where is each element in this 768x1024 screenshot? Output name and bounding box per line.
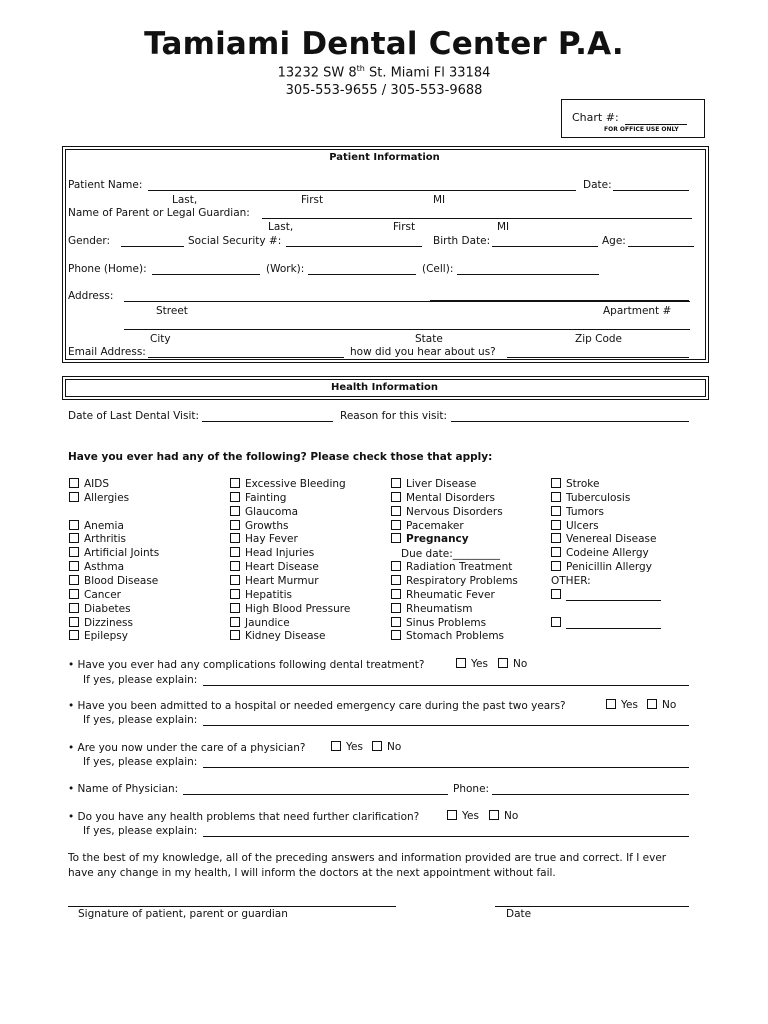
checklist-item[interactable] — [551, 492, 630, 504]
checklist-label: Growths — [245, 519, 289, 532]
checkbox[interactable] — [230, 492, 240, 502]
checklist-label: Sinus Problems — [406, 616, 487, 629]
checklist-label: Cancer — [84, 588, 121, 601]
checkbox[interactable] — [551, 506, 561, 516]
checklist-item[interactable] — [69, 492, 129, 504]
checkbox[interactable] — [391, 630, 401, 640]
other-field-2[interactable] — [566, 628, 661, 629]
checkbox[interactable] — [391, 603, 401, 613]
statement-line-2: have any change in my health, I will inform the doctors at the next appointment without fail. — [68, 867, 556, 879]
checkbox[interactable] — [391, 575, 401, 585]
checkbox[interactable] — [551, 520, 561, 530]
checkbox[interactable] — [69, 533, 79, 543]
checklist-label: Tumors — [566, 505, 604, 518]
checkbox[interactable] — [551, 492, 561, 502]
checklist-label: Excessive Bleeding — [245, 478, 346, 490]
clinic-phones: 305-553-9655 / 305-553-9688 — [285, 83, 483, 98]
checkbox[interactable] — [391, 533, 401, 543]
other-checkbox-1[interactable] — [551, 589, 561, 599]
q3-explain-field[interactable] — [203, 767, 689, 768]
checklist-item[interactable] — [391, 561, 512, 573]
address-street-field[interactable] — [124, 301, 690, 302]
checklist-item[interactable] — [230, 589, 292, 601]
checkbox[interactable] — [391, 617, 401, 627]
checkbox[interactable] — [69, 630, 79, 640]
signature-label: Signature of patient, parent or guardian — [78, 908, 288, 920]
signature-date-label: Date — [506, 908, 532, 920]
signature-field[interactable] — [68, 906, 396, 907]
checklist-item[interactable] — [391, 492, 495, 504]
checkbox[interactable] — [391, 561, 401, 571]
checklist-item[interactable] — [230, 492, 286, 504]
other-label: OTHER: — [551, 575, 591, 587]
checklist-item[interactable] — [391, 630, 504, 642]
checklist-label: Kidney Disease — [245, 630, 326, 643]
email-field[interactable] — [148, 357, 344, 358]
reason-field[interactable] — [451, 421, 689, 422]
health-info-title: Health Information — [330, 382, 439, 393]
checkbox[interactable] — [551, 561, 561, 571]
checklist-item[interactable] — [391, 617, 486, 629]
gender-field[interactable] — [121, 246, 184, 247]
other-field-1[interactable] — [566, 600, 661, 601]
checklist-label: Nervous Disorders — [406, 505, 503, 518]
checkbox[interactable] — [230, 478, 240, 488]
birth-date-field[interactable] — [492, 246, 598, 247]
checkbox[interactable] — [69, 589, 79, 599]
q3-yes-checkbox[interactable] — [331, 741, 341, 751]
home-phone-field[interactable] — [152, 274, 260, 275]
checkbox[interactable] — [551, 533, 561, 543]
checklist-label: Hepatitis — [245, 588, 292, 601]
referral-field[interactable] — [507, 357, 689, 358]
checklist-item[interactable] — [391, 506, 503, 518]
checkbox[interactable] — [551, 547, 561, 557]
checklist-label: Epilepsy — [84, 630, 128, 643]
checklist-label: Ulcers — [566, 519, 599, 532]
q2-explain-field[interactable] — [203, 725, 689, 726]
checklist-item[interactable] — [230, 478, 346, 490]
checkbox[interactable] — [391, 478, 401, 488]
checklist-label: AIDS — [84, 478, 110, 490]
checklist-item[interactable] — [230, 630, 325, 642]
checklist-label: Dizziness — [84, 616, 133, 629]
checklist-item[interactable] — [551, 533, 656, 545]
checklist-label: Diabetes — [84, 602, 131, 615]
checklist-label: Respiratory Problems — [406, 574, 518, 587]
checklist-item[interactable] — [391, 478, 476, 490]
checkbox[interactable] — [230, 603, 240, 613]
q5-explain-field[interactable] — [203, 836, 689, 837]
checklist-item[interactable] — [69, 589, 121, 601]
checklist-item[interactable] — [69, 520, 124, 532]
checklist-label: Hay Fever — [245, 533, 298, 546]
checklist-label: Arthritis — [84, 533, 127, 546]
checklist-item[interactable] — [69, 617, 133, 629]
checkbox[interactable] — [230, 575, 240, 585]
checkbox[interactable] — [230, 561, 240, 571]
physician-name-field[interactable] — [183, 794, 448, 795]
checklist-item[interactable] — [391, 520, 464, 532]
chart-number-field[interactable] — [625, 124, 687, 125]
chart-number-box: Chart #: FOR OFFICE USE ONLY — [561, 99, 705, 138]
checklist-item[interactable] — [69, 561, 124, 573]
checklist-label: Anemia — [84, 519, 124, 532]
checklist-item[interactable] — [230, 561, 319, 573]
checklist-label: Liver Disease — [406, 478, 477, 490]
checklist-label: Codeine Allergy — [566, 547, 649, 560]
checklist-item[interactable] — [69, 630, 128, 642]
signature-date-field[interactable] — [495, 906, 689, 907]
q5-yes-checkbox[interactable] — [447, 810, 457, 820]
checkbox[interactable] — [391, 506, 401, 516]
page-title: Tamiami Dental Center P.A. — [144, 26, 624, 62]
checklist-label: Tuberculosis — [566, 491, 631, 504]
checklist-label: Asthma — [84, 561, 125, 574]
checklist-label: Stomach Problems — [406, 630, 505, 643]
checkbox[interactable] — [69, 547, 79, 557]
checkbox[interactable] — [69, 520, 79, 530]
clinic-address: 13232 SW 8th St. Miami Fl 33184 — [277, 64, 491, 81]
checklist-label: Pacemaker — [406, 519, 464, 532]
checklist-item[interactable] — [230, 506, 298, 518]
checklist-item[interactable] — [551, 520, 599, 532]
last-visit-field[interactable] — [202, 421, 333, 422]
checklist-item[interactable] — [551, 478, 599, 490]
checklist-item[interactable] — [69, 575, 158, 587]
checklist-prompt: Have you ever had any of the following? Please check those that apply: — [68, 451, 493, 463]
checklist-label: High Blood Pressure — [245, 602, 351, 615]
checklist-label: Pregnancy — [406, 533, 469, 546]
checkbox[interactable] — [69, 561, 79, 571]
checklist-item[interactable] — [391, 589, 495, 601]
checkbox[interactable] — [551, 478, 561, 488]
checklist-label: Glaucoma — [245, 505, 299, 518]
checkbox[interactable] — [391, 589, 401, 599]
checklist-item[interactable] — [391, 575, 518, 587]
checkbox[interactable] — [391, 520, 401, 530]
checkbox[interactable] — [69, 575, 79, 585]
checklist-item[interactable] — [391, 603, 472, 615]
checklist-item[interactable] — [230, 617, 290, 629]
checklist-label: Heart Disease — [245, 561, 319, 574]
age-field[interactable] — [628, 246, 694, 247]
address-city-field[interactable] — [124, 329, 690, 330]
patient-name-label: Patient Name: — [68, 179, 143, 191]
checklist-label: Rheumatism — [406, 602, 473, 615]
checklist-label: Jaundice — [245, 616, 290, 629]
checklist-label: Venereal Disease — [566, 533, 657, 546]
cell-phone-field[interactable] — [457, 274, 599, 275]
checklist-label: Artificial Joints — [84, 547, 160, 560]
q2-yes-checkbox[interactable] — [606, 699, 616, 709]
checklist-label: Penicillin Allergy — [566, 561, 652, 574]
checkbox[interactable] — [69, 617, 79, 627]
physician-phone-field[interactable] — [492, 794, 689, 795]
checklist-label: Head Injuries — [245, 547, 315, 560]
q3-no-checkbox[interactable] — [372, 741, 382, 751]
checklist-label: Radiation Treatment — [406, 561, 513, 574]
checklist-item[interactable] — [551, 547, 649, 559]
patient-info-title: Patient Information — [329, 152, 440, 163]
work-phone-field[interactable] — [308, 274, 416, 275]
checklist-label: Rheumatic Fever — [406, 588, 495, 601]
checkbox[interactable] — [69, 478, 79, 488]
checklist-item[interactable] — [551, 506, 604, 518]
q2-no-checkbox[interactable] — [647, 699, 657, 709]
checkbox[interactable] — [230, 589, 240, 599]
guardian-field[interactable] — [262, 218, 692, 219]
checklist-item[interactable] — [69, 533, 126, 545]
checkbox[interactable] — [230, 630, 240, 640]
checkbox[interactable] — [230, 506, 240, 516]
checklist-label: Allergies — [84, 491, 130, 504]
checklist-item[interactable] — [230, 533, 298, 545]
checklist-item[interactable] — [230, 547, 314, 559]
checkbox[interactable] — [391, 492, 401, 502]
checkbox[interactable] — [230, 547, 240, 557]
q1-explain-field[interactable] — [203, 685, 689, 686]
checkbox[interactable] — [69, 603, 79, 613]
checklist-item[interactable] — [69, 478, 109, 490]
date-field[interactable] — [613, 190, 689, 191]
other-checkbox-2[interactable] — [551, 617, 561, 627]
checklist-item[interactable] — [69, 547, 159, 559]
checklist-label: Heart Murmur — [245, 574, 319, 587]
due-date-label: Due date:_________ — [401, 548, 501, 560]
checklist-label: Stroke — [566, 478, 600, 490]
checklist-item[interactable] — [230, 520, 288, 532]
checkbox[interactable] — [230, 533, 240, 543]
checklist-item[interactable] — [230, 603, 350, 615]
checklist-label: Blood Disease — [84, 574, 159, 587]
patient-name-field[interactable] — [148, 190, 576, 191]
checkbox[interactable] — [230, 520, 240, 530]
checklist-label: Fainting — [245, 491, 287, 504]
q1-no-checkbox[interactable] — [498, 658, 508, 668]
ssn-field[interactable] — [286, 246, 422, 247]
q1-yes-checkbox[interactable] — [456, 658, 466, 668]
statement-line-1: To the best of my knowledge, all of the preceding answers and information provided are true and correct. If I ever — [68, 852, 667, 864]
q5-no-checkbox[interactable] — [489, 810, 499, 820]
checklist-label: Mental Disorders — [406, 491, 495, 504]
checklist-item[interactable] — [69, 603, 131, 615]
checklist-item[interactable] — [230, 575, 319, 587]
checklist-item[interactable] — [551, 561, 652, 573]
checkbox[interactable] — [230, 617, 240, 627]
checklist-item[interactable] — [391, 533, 469, 545]
checkbox[interactable] — [69, 492, 79, 502]
